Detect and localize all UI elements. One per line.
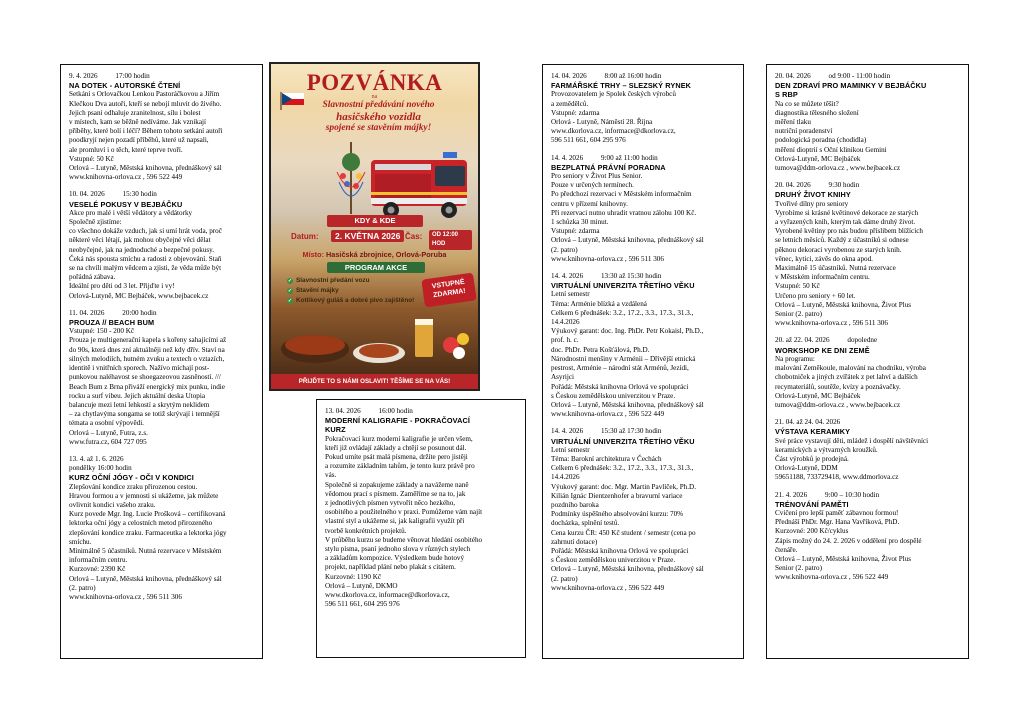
event-line: www.knihovna-orlova.cz , 596 522 449	[69, 173, 183, 182]
event-line: www.knihovna-orlova.cz , 596 522 449	[775, 573, 889, 582]
event-line: centru v přízemí knihovny.	[551, 199, 628, 208]
event-title: DEN ZDRAVÍ PRO MAMINKY V BEJBÁČKU	[775, 81, 927, 91]
check-icon: ✓	[287, 288, 293, 294]
event-line: Orlová – Lutyně, DKMO	[325, 581, 398, 590]
event-line: Orlová – Lutyně, Futra, z.s.	[69, 428, 148, 437]
event-date: 13. 4. až 1. 6. 2026	[69, 454, 124, 463]
event-line: čtenáře.	[775, 545, 798, 554]
event-line: zlepšování kondice zraku. Farmaceutka a lektorka jógy	[69, 528, 227, 537]
poster-na: na	[371, 94, 378, 100]
event-line: Výukový garant: doc. Ing. PhDr. Petr Kokaisl, Ph.D.,	[551, 327, 704, 336]
event-line: Pokud umíte psát malá písmena, držíte pero jistěji	[325, 453, 468, 462]
event-title: VIRTUÁLNÍ UNIVERZITA TŘETÍHO VĚKU	[551, 281, 695, 291]
event-line: Pro seniory v Život Plus Senior.	[551, 172, 643, 181]
event-line: 14.4.2026	[551, 473, 580, 482]
event	[551, 427, 735, 593]
event-line: Jejich psaní odhaluje zranitelnost, sílu i bolest	[69, 108, 201, 117]
poster-date-label: Datum:	[291, 232, 319, 241]
event-line: vás.	[325, 471, 337, 480]
event-line: Na programu:	[775, 354, 815, 363]
event-line: v Městském informačním centru.	[775, 273, 870, 282]
col1-events	[61, 65, 262, 614]
event	[69, 190, 254, 300]
event-line: Orlová-Lutyně, MC Bejbáček	[775, 154, 861, 163]
poster-program-heading: PROGRAM AKCE	[327, 262, 425, 273]
event-line: Čeká nás spousta smíchu a radosti z objevování. Staň	[69, 254, 222, 263]
event-line: Určeno pro seniory + 60 let.	[775, 291, 856, 300]
event-line: Téma: Arménie blízká a vzdálená	[551, 299, 647, 308]
poster-when-where: KDY & KDE	[327, 215, 423, 227]
event-line: Tvořivé dílny pro seniory	[775, 199, 849, 208]
event-line: neobyčejné, jak na jednoduché a bezpečné pokusy.	[69, 245, 215, 254]
event-line: témata a osobní výpovědi.	[69, 419, 144, 428]
event-title: VÝSTAVA KERAMIKY	[775, 427, 851, 437]
event-line: kteří již ovládají základy a chtějí se posunout dál.	[325, 443, 467, 452]
event-line: s Českou zemědělskou univerzitou v Praze.	[551, 556, 676, 565]
event-line: rocku a surf vibeu. Jejich aktuální deska Utopia	[69, 391, 206, 400]
event-line: Orlová-Lutyně, DDM	[775, 464, 838, 473]
event-line: Při rezervaci nutno uhradit vratnou zálohu 100 Kč.	[551, 208, 697, 217]
event-line: z jednotlivých písmen vytvořit něco hezkého,	[325, 499, 456, 508]
event-line: do 90s, která dnes zní aktuálněji než kdy dřív. Staví na	[69, 345, 225, 354]
event-line: malování Zeměkoule, malování na chodníku, výroba	[775, 364, 926, 373]
event-line: Cvičení pro lepší paměť zábavnou formou!	[775, 508, 899, 517]
food-illustration	[275, 309, 475, 373]
event-line: punkovou naléhavost se shoegazeovou zasněností. ///	[69, 373, 221, 382]
event-line: se letních měsíců. Každý z účastníků si odnese	[775, 236, 909, 245]
event-line: Letní semestr	[551, 445, 590, 454]
event	[775, 336, 960, 410]
event-line: Orlová – Lutyně, Městská knihovna, Život Plus	[775, 300, 912, 309]
poster-footer: PŘIJĎTE TO S NÁMI OSLAVIT! TĚŠÍME SE NA VÁS!	[271, 374, 478, 389]
event-line: v místech, kam se běžně nedíváme. Jak vznikají	[69, 118, 207, 127]
event-line: – za chytlavýma songama se totiž skrývají i temnější	[69, 410, 220, 419]
event-date: 14. 4. 2026 15:30 až 17:30 hodin	[551, 427, 662, 436]
poster-program-list	[287, 276, 414, 306]
event-line: příběhy, které bolí i léčí? Během tohoto setkání autoři	[69, 127, 223, 136]
event-line: Vstupné: 50 Kč	[69, 154, 114, 163]
event-line: smíchu.	[69, 537, 92, 546]
event-line: poodkryjí nejen pozadí příběhů, které už napsali,	[69, 136, 209, 145]
event-line: Letní semestr	[551, 290, 590, 299]
col3-events	[543, 65, 743, 605]
event-line: Orlová – Lutyně, Městská knihovna, přednáškový sál	[69, 574, 222, 583]
event-line: (2. patro)	[551, 574, 578, 583]
event-line: stylu písma, psaní jednoho slova v různých stylech	[325, 545, 471, 554]
event-line: Pořádá: Městská knihovna Orlová ve spolupráci	[551, 546, 689, 555]
event-line: podologická poradna (chodidla)	[775, 136, 867, 145]
event-date: 13. 04. 2026 16:00 hodin	[325, 407, 413, 415]
event-line: Pouze v určených termínech.	[551, 181, 634, 190]
event-line: a základům kompozice. Výsledkem bude hotový	[325, 554, 465, 563]
event-line: Zápis možný do 24. 2. 2026 v oddělení pro dospělé	[775, 536, 922, 545]
event-line: diagnostika tělesného složení	[775, 108, 859, 117]
poster-place: Místo: Hasičská zbrojnice, Orlová-Poruba	[302, 250, 447, 259]
event-line: Část výrobků je prodejná.	[775, 454, 849, 463]
event-line: Orlová – Lutyně, Městská knihovna, přednáškový sál	[69, 164, 222, 173]
event-line: Vyrobíme si krásné květinové dekorace ze starých	[775, 208, 919, 217]
event-line: Orlová – Lutyně, Městská knihovna, přednáškový sál	[551, 236, 704, 245]
event-line: zahrnutí dotace)	[551, 537, 598, 546]
event-line: Orlová - Lutyně, Náměstí 28. Října	[551, 118, 653, 127]
col4-events	[767, 65, 968, 595]
event-line: chobotniček a jiných zvířátek z pet lahví a dalších	[775, 373, 918, 382]
poster-time-label: Čas:	[405, 232, 423, 241]
event-line: Společně zjistíme:	[69, 218, 122, 227]
event-line: Zlepšování kondice zraku přirozenou cestou.	[69, 482, 198, 491]
poster-program-item: ✓ Kotlíkový guláš a dobré pivo zajištěno!	[287, 297, 415, 304]
event-line: Orlová – Lutyně, Městská knihovna, Život Plus	[775, 554, 912, 563]
event-line: s Českou zemědělskou univerzitou v Praze.	[551, 391, 676, 400]
event-line: tumova@ddm-orlova.cz , www.bejbacek.cz	[775, 400, 901, 409]
event-line: ovlivnit kondici vašeho zraku.	[69, 500, 156, 509]
event-line: recymateriálů, soutěže, kvízy a poznávačky.	[775, 382, 901, 391]
event-line: Národnostní menšiny v Arménii – Dřívější etnická	[551, 354, 696, 363]
event-line: měření tlaku	[775, 118, 811, 127]
event-line: 1 schůzka 30 minut.	[551, 218, 609, 227]
event-line: 596 511 661, 604 295 976	[325, 600, 400, 609]
event-line: silných melodiích, hutném zvuku a textech o vztazích,	[69, 354, 225, 363]
event-line: lektorka oční jógy a celostních metod přirozeného	[69, 519, 213, 528]
event-line: docházka, splnění testů.	[551, 519, 620, 528]
event	[775, 72, 960, 173]
event-date: 20. 04. 2026 9:30 hodin	[775, 181, 860, 190]
event-line: www.dkorlova.cz, informace@dkorlova.cz,	[551, 127, 676, 136]
event-line: Podmínky úspěšného absolvování kurzu: 70%	[551, 510, 684, 519]
event	[69, 309, 254, 447]
event-line: Orlová – Lutyně, Městská knihovna, přednáškový sál	[551, 565, 704, 574]
event-line: www.knihovna-orlova.cz , 596 511 306	[775, 319, 888, 328]
event-line: pondělky 16:00 hodin	[69, 464, 132, 473]
event-line: měření dioptrií s Oční klinikou Gemini	[775, 145, 887, 154]
event-line: Provozovatelem je Spolek českých výrobců	[551, 90, 676, 99]
event-title: VIRTUÁLNÍ UNIVERZITA TŘETÍHO VĚKU	[551, 436, 695, 446]
event-line: projekt, například plání nebo plakát s citátem.	[325, 563, 456, 572]
event-line: tumova@ddm-orlova.cz , www.bejbacek.cz	[775, 164, 901, 173]
event-line: Cena kurzu ČR: 450 Kč student / semestr (cena po	[551, 528, 696, 537]
event-date: 20. až 22. 04. 2026 dopoledne	[775, 336, 878, 345]
event-title: TRÉNOVÁNÍ PAMĚTI	[775, 499, 849, 509]
event-line: Pořádá: Městská knihovna Orlová ve spolupráci	[551, 382, 689, 391]
event-line: vědomou prací s písmem. Zaměříme se na to, jak	[325, 489, 466, 498]
event-line: se na chvíli malým vědcem a zjisti, že věda může být	[69, 264, 222, 273]
event-line: pestrost, Arménie – národní stát Arménů, Jezídi,	[551, 364, 689, 373]
event-line: pozdního baroka	[551, 500, 599, 509]
event-line: doc. PhDr. Petra Košťálová, Ph.D.	[551, 345, 650, 354]
event	[325, 407, 517, 609]
event-line: 596 511 661, 604 295 976	[551, 136, 626, 145]
column-2-lower	[316, 399, 526, 658]
event-line: věnec, kytici, závěs do okna apod.	[775, 254, 873, 263]
event-line: www.futra.cz, 604 727 095	[69, 437, 147, 446]
event-date: 14. 04. 2026 8:00 až 16:00 hodin	[551, 72, 662, 80]
event-line: Na co se můžete těšit?	[775, 99, 839, 108]
event-title: FARMÁŘSKÉ TRHY – SLEZSKÝ RYNEK	[551, 81, 692, 91]
event-line: Celkem 6 přednášek: 3.2., 17.2., 3.3., 17.3., 31.3.,	[551, 308, 694, 317]
col2-event	[317, 400, 525, 621]
event-line: Společně si zopakujeme základy a navážeme naně	[325, 480, 469, 489]
event	[775, 181, 960, 328]
event-line: Klečkou Dva autoři, kteří se nebojí mluvit do živého.	[69, 99, 222, 108]
poster-date-value: 2. KVĚTNA 2026	[331, 230, 404, 242]
event-line: osobitého a použitelného v praxi. Pomůžeme vám najít	[325, 508, 483, 517]
event-line: Vstupné: 150 - 200 Kč	[69, 327, 135, 336]
event-line: Pokračovací kurz moderní kaligrafie je určen všem,	[325, 434, 473, 443]
event-line: www.knihovna-orlova.cz , 596 511 306	[551, 254, 664, 263]
event-line: prof. h. c.	[551, 336, 579, 345]
event-line: Orlová-Lutyně, MC Bejbáček	[775, 391, 861, 400]
event-title: VESELÉ POKUSY V BEJBÁČKU	[69, 199, 183, 209]
check-icon: ✓	[287, 278, 293, 284]
event-line: 14.4.2026	[551, 318, 580, 327]
event	[551, 72, 735, 146]
event-line: pořádná zábava.	[69, 273, 116, 282]
column-3	[542, 64, 744, 659]
event-title: KURZ OČNÍ JÓGY - OČI V KONDICI	[69, 473, 194, 483]
event	[551, 272, 735, 419]
event-line: Minimálně 5 účastníků. Nutná rezervace v Městském	[69, 546, 222, 555]
poster-time-value: OD 12:00 HOD	[429, 230, 472, 250]
event-line: Hravou formou a v jemnosti si ukážeme, jak můžete	[69, 491, 219, 500]
event-date: 14. 4. 2026 13:30 až 15:30 hodin	[551, 272, 662, 281]
event-line: Kurzovné: 2390 Kč	[69, 565, 126, 574]
event-date: 21. 4. 2026 9:00 – 10:30 hodin	[775, 490, 880, 499]
event-line: Senior (2. patro)	[775, 564, 822, 573]
event-line: 59651188, 733729418, www.ddmorlova.cz	[775, 473, 899, 482]
event-line: Prouza je multigenerační kapela s kořeny sahajícími až	[69, 336, 227, 345]
event-line: a rozumíte základním tahům, je tento kurz právě pro	[325, 462, 475, 471]
poster-subtitle: Slavnostní předávání nového hasičského vozidla spojené se stavěním májky!	[322, 100, 435, 133]
event-line: www.knihovna-orlova.cz , 596 522 449	[551, 583, 665, 592]
column-4	[766, 64, 969, 659]
event-line: Vyrobené květiny pro nás budou příslibem blížících	[775, 227, 923, 236]
event-line: a zemědělců.	[551, 99, 589, 108]
event-line: informačním centru.	[69, 556, 128, 565]
poster-date-row	[277, 232, 472, 246]
event-line: ale promluví i o těch, které teprve tvoří.	[69, 145, 183, 154]
event-line: nutriční poradenství	[775, 127, 833, 136]
poster-program-item: ✓ Stavění májky	[287, 287, 339, 294]
event-line: Kilián Ignác Dientzenhofer a bravurní variace	[551, 491, 683, 500]
event-line: Kurz povede Mgr. Ing. Lucie Prošková – certifikovaná	[69, 510, 226, 519]
event-title: MODERNÍ KALIGRAFIE - POKRAČOVACÍ	[325, 416, 470, 426]
event-line: www.knihovna-orlova.cz , 596 511 306	[69, 592, 182, 601]
event-line: Asyrijci	[551, 373, 575, 382]
column-1	[60, 64, 263, 659]
event-line: a vyřazených knih, kterým tak dáme druhý život.	[775, 218, 916, 227]
event-line: Výukový garant: doc. Mgr. Martin Pavlíček, Ph.D.	[551, 482, 696, 491]
event	[775, 418, 960, 482]
poster-program-item: ✓ Slavnostní předání vozu	[287, 277, 370, 284]
event-line: Téma: Barokní architektura v Čechách	[551, 454, 662, 463]
event-line: Kurzovné: 1190 Kč	[325, 572, 382, 581]
event-line: www.knihovna-orlova.cz , 596 522 449	[551, 410, 665, 419]
event-line: Akce pro malé i větší vědátory a vědátorky	[69, 208, 193, 217]
event-line: některé věci létají, jak mohou obyčejné věci dělat	[69, 236, 211, 245]
event-line: vlastní styl a ukážeme si, jak kaligrafii využít při	[325, 517, 465, 526]
event-line: Vstupné: zdarma	[551, 108, 600, 117]
event	[551, 154, 735, 264]
event-line: Orlová-Lutyně, MC Bejbáček, www.bejbacek.cz	[69, 291, 209, 300]
event-line: keramických a výtvarných kroužků.	[775, 445, 878, 454]
event-line: Maximálně 15 účastníků. Nutná rezervace	[775, 264, 896, 273]
event-line: tvorbě konkrétních projektů.	[325, 526, 407, 535]
event-line: Setkání s Orlovačkou Lenkou Pastoráčkovou a Jiřím	[69, 90, 220, 99]
event-line: co všechno dokáže vzduch, jak si umí hrát voda, proč	[69, 227, 222, 236]
event-line: Přednáší PhDr. Mgr. Hana Vavříková, PhD.	[775, 518, 900, 527]
event-line: Ideální pro děti od 3 let. Přijďte i vy!	[69, 282, 175, 291]
event-title-cont: S RBP	[775, 90, 798, 100]
event-date: 20. 04. 2026 od 9:00 - 11:00 hodin	[775, 72, 891, 80]
event-date: 9. 4. 2026 17:00 hodin	[69, 72, 150, 80]
event-line: pěknou dekoraci vyrobenou ze starých knih.	[775, 245, 902, 254]
event-date: 10. 04. 2026 15:30 hodin	[69, 190, 157, 199]
event-title: NA DOTEK - AUTORSKÉ ČTENÍ	[69, 81, 181, 91]
event-line: Celkem 6 přednášek: 3.2., 17.2., 3.3., 17.3., 31.3.,	[551, 464, 694, 473]
event-date: 21. 04. až 24. 04. 2026	[775, 418, 841, 427]
event-title: WORKSHOP KE DNI ZEMĚ	[775, 345, 870, 355]
event-line: Své práce vystavují děti, mládež i dospělí návštěvníci	[775, 436, 929, 445]
event-title: BEZPLATNÁ PRÁVNÍ PORADNA	[551, 162, 666, 172]
poster-invitation	[269, 62, 480, 391]
event-line: V průběhu kurzu se budeme věnovat hledání osobitého	[325, 535, 483, 544]
event	[69, 72, 254, 182]
event-line: Po předchozí rezervaci v Městském informačním	[551, 190, 692, 199]
event-line: Orlová – Lutyně, Městská knihovna, přednáškový sál	[551, 400, 704, 409]
event-title: PROUZA // BEACH BUM	[69, 318, 155, 328]
event-line: Senior (2. patro)	[775, 310, 822, 319]
event-line: Vstupné: 50 Kč	[775, 282, 820, 291]
event-line: (2. patro)	[551, 245, 578, 254]
event-line: www.dkorlova.cz, informace@dkorlova.cz,	[325, 591, 450, 600]
event-line: balancuje mezi letní lehkostí a skrytým neklidem	[69, 400, 210, 409]
event-line: identitě i vnitřních sporech. Nažívo míchají post-	[69, 364, 210, 373]
poster-free-entry-badge: VSTUPNÉ ZDARMA!	[421, 273, 476, 308]
event-line: Vstupné: zdarma	[551, 227, 600, 236]
event	[69, 455, 254, 602]
event-line: (2. patro)	[69, 583, 96, 592]
event-line: Beach Bum z Brna přiváží energický mix punku, indie	[69, 382, 225, 391]
event	[775, 491, 960, 583]
event-date: 11. 04. 2026 20:00 hodin	[69, 308, 157, 317]
event-line: Kurzovné: 200 Kč/cyklus	[775, 527, 849, 536]
poster-title: POZVÁNKA	[306, 70, 443, 95]
event-title-cont: KURZ	[325, 425, 346, 435]
event-title: DRUHÝ ŽIVOT KNIHY	[775, 190, 851, 200]
event-date: 14. 4. 2026 9:00 až 11:00 hodin	[551, 153, 658, 162]
check-icon: ✓	[287, 298, 293, 304]
